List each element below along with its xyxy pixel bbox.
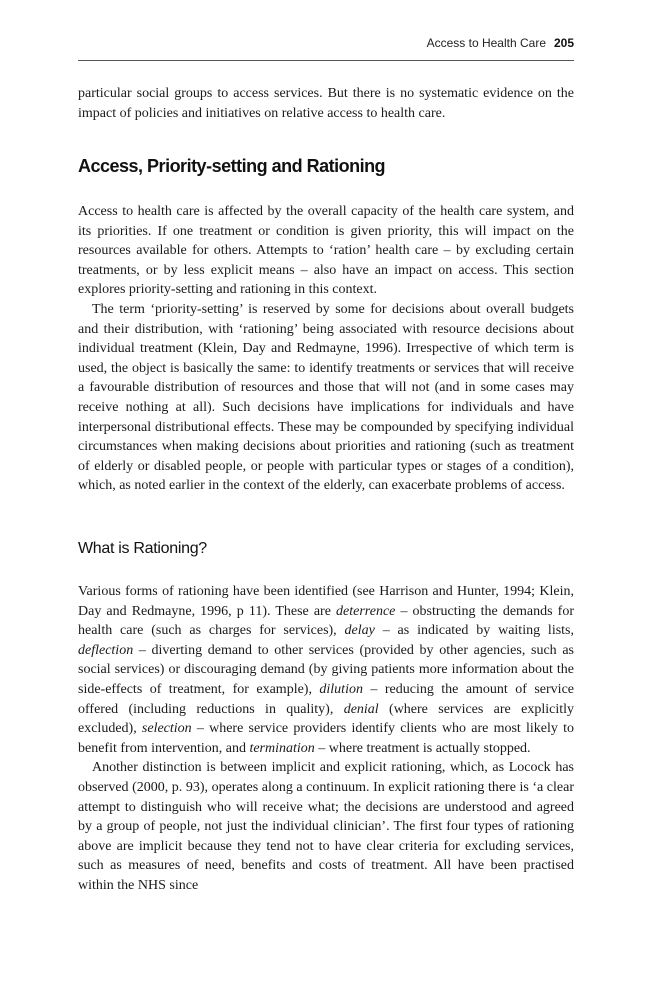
- text-run: – where treatment is actually stopped.: [314, 740, 531, 756]
- intro-paragraph: particular social groups to access services. But there is no systematic evidence on the impact of policies and initiatives on relative access to health care.: [78, 86, 574, 121]
- subsection-heading-block: [78, 540, 574, 558]
- section-heading: Access, Priority-setting and Rationing: [78, 156, 386, 176]
- running-header: [78, 34, 574, 61]
- text-run: Various forms of rationing have been identified (see Harrison and Hunter, 1994; Klein, Day and Redmayne, 1996, p 11). These are: [78, 584, 574, 619]
- page-number: 205: [553, 36, 574, 50]
- subsection-heading: What is Rationing?: [78, 540, 207, 557]
- subsection-body: [78, 582, 574, 896]
- running-title: Access to Health Care: [426, 36, 546, 50]
- text-run: (where services are explicitly excluded),: [78, 701, 574, 737]
- term-denial: denial: [343, 701, 379, 717]
- term-delay: delay: [344, 623, 375, 639]
- intro-block: [78, 84, 574, 123]
- section-paragraph-2: The term ‘priority-setting’ is reserved by some for decisions about overall budgets and their distribution, with ‘rationing’ being associated with resource decisions about individual treatment (Klein, Day and Redmayne, 1996). Irrespective of which term is used, the object is basically the same: to identify treatments or services that will receive a favourable distribution of resources and those that will not (and in some cases may receive nothing at all). Such decisions have implications for individuals and have interpersonal distributional effects. These may be compounded by specifying individual circumstances when making decisions about priorities and rationing (such as treatment of elderly or disabled people, or people with particular types or stages of a condition), which, as noted earlier in the context of the elderly, can exacerbate problems of access.: [78, 301, 574, 494]
- section-paragraph-1: Access to health care is affected by the overall capacity of the health care system, and its priorities. If one treatment or condition is given priority, this will impact on the resources available for others. Attempts to ‘ration’ health care – by excluding certain treatments, or by less explicit means – also have an impact on access. This section explores priority-setting and rationing in this context.: [78, 204, 574, 298]
- text-run: – where service providers identify clients who are most likely to benefit from intervention, and: [78, 721, 574, 756]
- term-deterrence: deterrence: [336, 603, 396, 619]
- term-deflection: deflection: [78, 642, 134, 658]
- section-body: [78, 202, 574, 496]
- text-run: – diverting demand to other services (provided by other agencies, such as social services) or discouraging demand (by giving patients more information about the side-effects of treatment, for example),: [78, 642, 574, 697]
- text-run: – as indicated by waiting lists,: [374, 623, 574, 639]
- text-run: – obstructing the demands for health care (such as charges for services),: [78, 603, 575, 639]
- subsection-paragraph-2: Another distinction is between implicit and explicit rationing, which, as Locock has observed (2000, p. 93), operates along a continuum. In explicit rationing there is ‘a clear attempt to distinguish who will receive what; the decisions are understood and agreed by a group of people, not just the individual clinician’. The first four types of rationing above are implicit because they tend not to have clear criteria for excluding services, such as measures of need, benefits and costs of treatment. All have been practised within the NHS since: [78, 760, 574, 893]
- term-selection: selection: [141, 721, 192, 737]
- term-dilution: dilution: [319, 681, 363, 697]
- text-run: – reducing the amount of service offered (including reductions in quality),: [78, 681, 574, 717]
- term-termination: termination: [249, 740, 315, 756]
- subsection-paragraph-1: [78, 582, 574, 758]
- section-heading-block: [78, 156, 574, 177]
